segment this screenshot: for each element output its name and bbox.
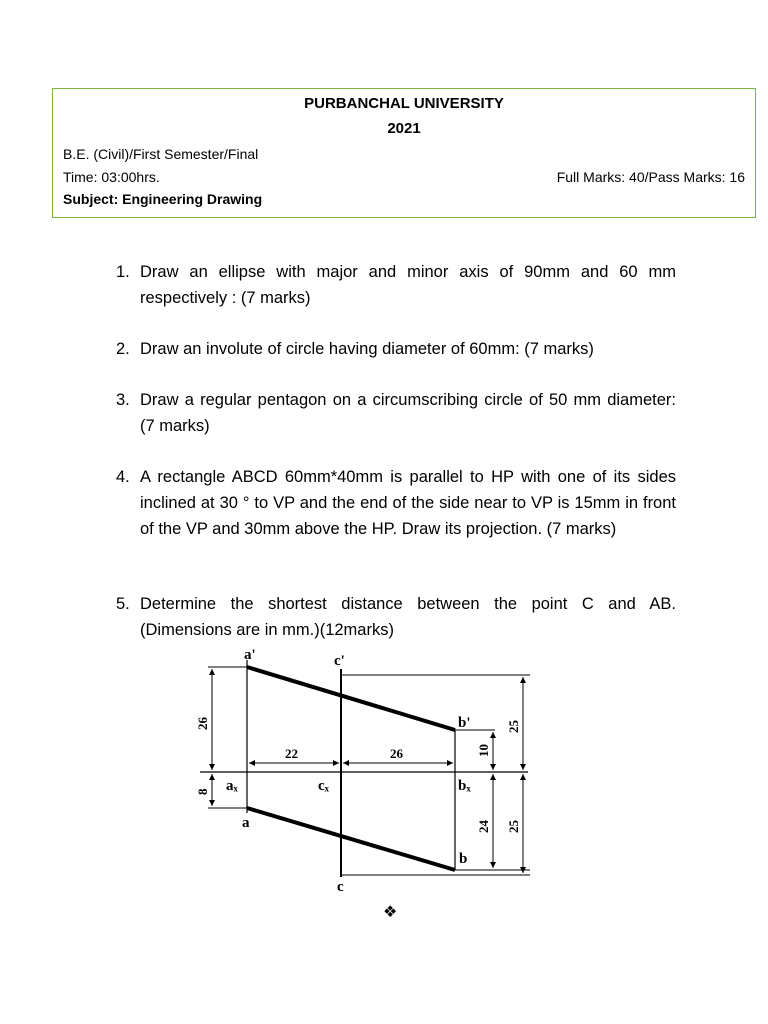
university-name: PURBANCHAL UNIVERSITY — [304, 95, 504, 112]
end-diamond-icon: ❖ — [383, 904, 398, 921]
label-a-prime: a' — [244, 647, 256, 663]
label-b-x: bₓ — [458, 778, 471, 794]
dim-text-left-height: 26 — [195, 717, 210, 730]
front-view-line-ab — [247, 667, 455, 730]
dim-text-horiz-1: 22 — [285, 746, 298, 761]
dim-text-left-below: 8 — [195, 788, 210, 795]
question-text: A rectangle ABCD 60mm*40mm is parallel to HP with one of its sides inclined at 30 ° to VP and the end of the side near to VP is 15mm in front of the VP and 30mm above the HP. Draw its projection. (7 marks) — [140, 468, 676, 538]
question-text: Draw a regular pentagon on a circumscribing circle of 50 mm diameter: (7 marks) — [140, 391, 676, 435]
exam-time: Time: 03:00hrs. — [63, 169, 160, 185]
question-number: 3. — [116, 391, 130, 409]
label-c-x: cₓ — [318, 778, 329, 794]
dim-text-horiz-2: 26 — [390, 746, 403, 761]
question-text: Draw an involute of circle having diameter of 60mm: (7 marks) — [140, 340, 594, 358]
question-2 — [116, 336, 676, 362]
question-number: 4. — [116, 468, 130, 486]
exam-header-box — [52, 88, 756, 218]
question-5 — [116, 591, 676, 643]
label-b: b — [459, 851, 468, 867]
course-info: B.E. (Civil)/First Semester/Final — [63, 146, 259, 162]
top-view-line-ab — [247, 808, 455, 870]
projection-diagram — [190, 645, 540, 895]
question-number: 5. — [116, 595, 130, 613]
dim-text-right-lower-inner: 24 — [476, 820, 491, 833]
dim-text-right-small: 10 — [476, 744, 491, 757]
exam-subject: Subject: Engineering Drawing — [63, 191, 263, 207]
exam-year: 2021 — [387, 120, 421, 137]
question-number: 1. — [116, 263, 130, 281]
question-4 — [116, 464, 676, 542]
label-c: c — [337, 879, 344, 895]
dim-text-right-top: 25 — [506, 720, 521, 733]
label-a-x: aₓ — [226, 778, 238, 794]
question-1 — [116, 259, 676, 311]
question-text: Determine the shortest distance between the point C and AB. (Dimensions are in mm.)(12marks) — [140, 595, 676, 639]
projection-figure — [190, 645, 540, 900]
label-a: a — [242, 815, 250, 831]
label-c-prime: c' — [334, 653, 345, 669]
dim-text-right-bottom: 25 — [506, 820, 521, 833]
question-number: 2. — [116, 340, 130, 358]
question-3 — [116, 387, 676, 439]
question-text: Draw an ellipse with major and minor axis of 90mm and 60 mm respectively : (7 marks) — [140, 263, 676, 307]
exam-marks: Full Marks: 40/Pass Marks: 16 — [556, 169, 745, 185]
label-b-prime: b' — [458, 715, 471, 731]
